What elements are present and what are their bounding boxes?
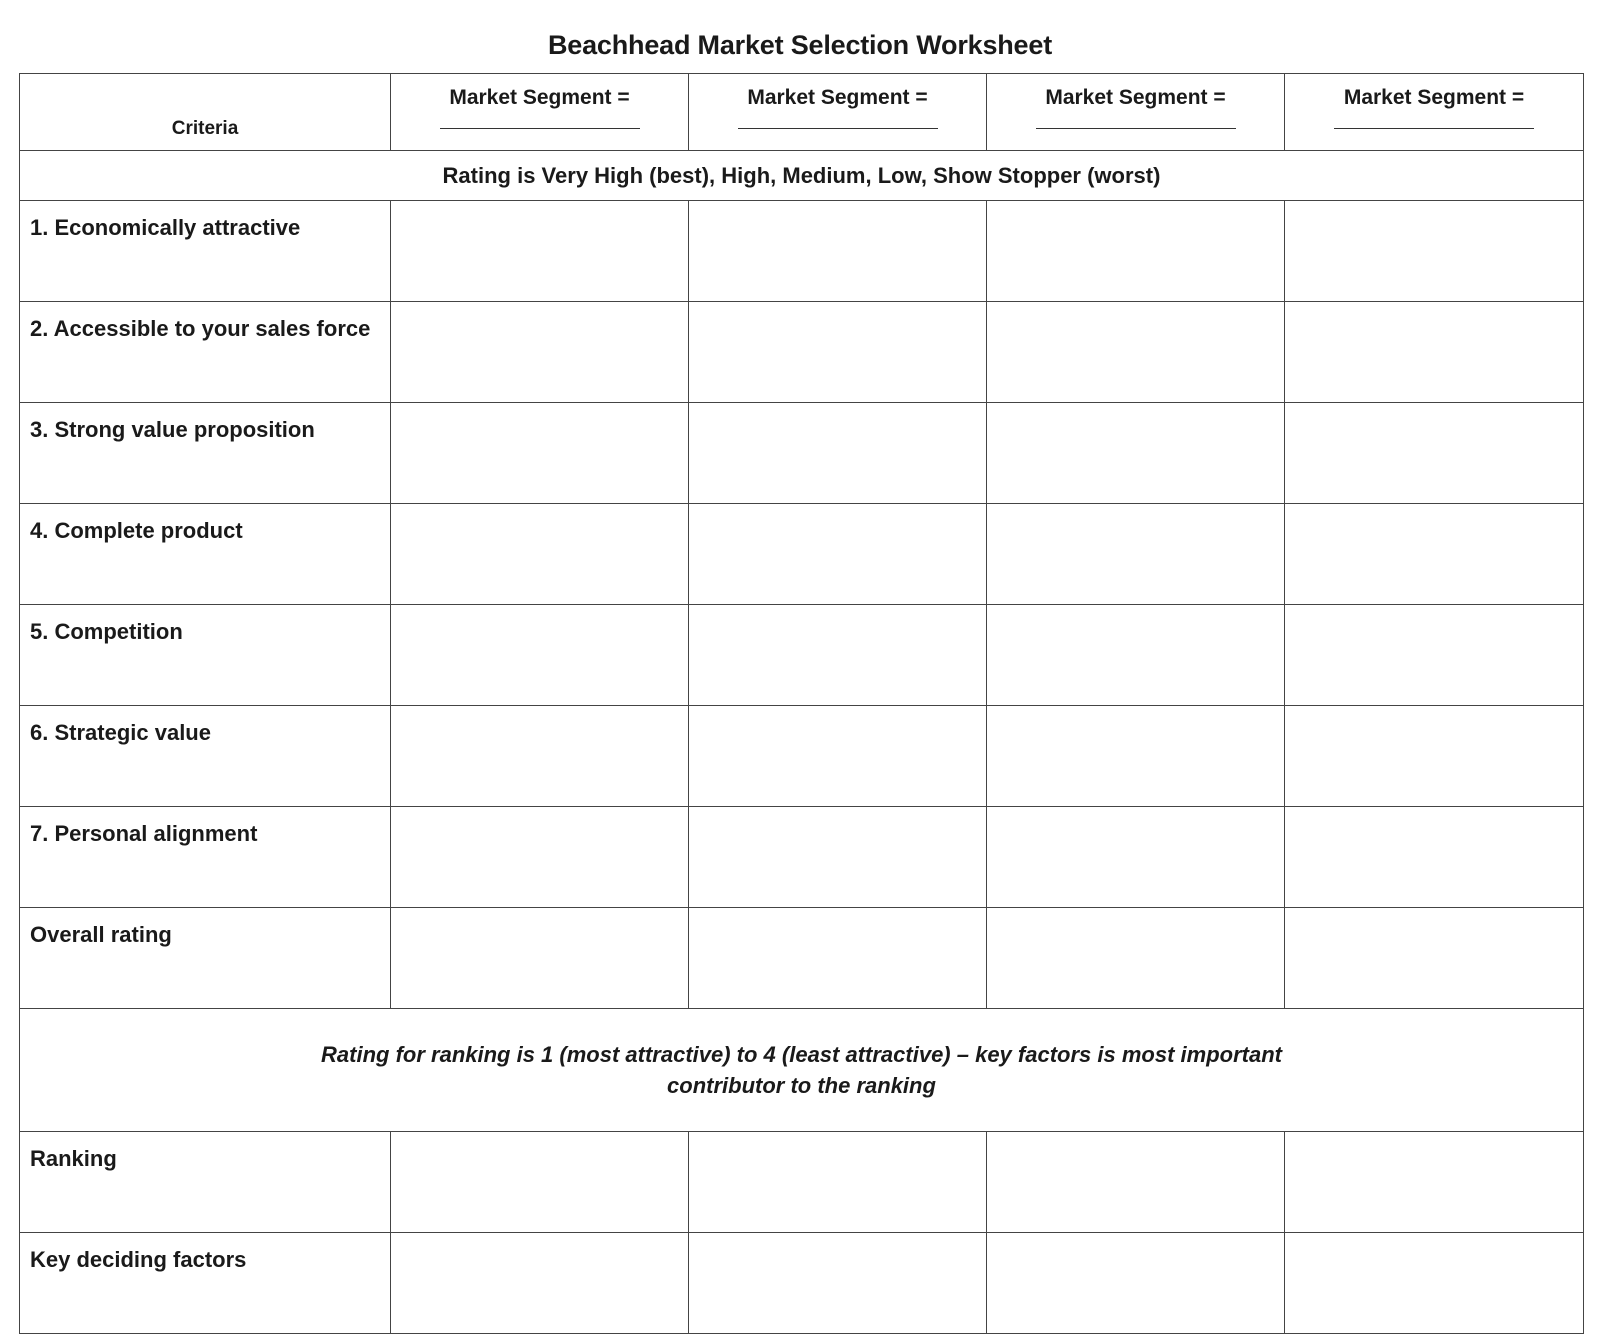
- ranking-note-line: contributor to the ranking: [667, 1073, 936, 1098]
- key-factors-label: Key deciding factors: [20, 1233, 391, 1334]
- rating-cell[interactable]: [987, 302, 1285, 403]
- rating-scale-row: [20, 151, 1584, 201]
- criteria-label: 6. Strategic value: [20, 706, 391, 807]
- criteria-label: 7. Personal alignment: [20, 807, 391, 908]
- rating-cell[interactable]: [987, 605, 1285, 706]
- segment-header-cell[interactable]: [689, 74, 987, 151]
- segment-header-label: Market Segment =: [1045, 86, 1226, 109]
- rating-cell[interactable]: [987, 908, 1285, 1009]
- selection-worksheet-table: [19, 73, 1584, 1334]
- criteria-row: [20, 706, 1584, 807]
- rating-cell[interactable]: [1285, 302, 1584, 403]
- rating-cell[interactable]: [1285, 403, 1584, 504]
- rating-cell[interactable]: [689, 302, 987, 403]
- criteria-header-cell: [20, 74, 391, 151]
- rating-cell[interactable]: [1285, 908, 1584, 1009]
- rating-cell[interactable]: [391, 504, 689, 605]
- rating-cell[interactable]: [987, 706, 1285, 807]
- ranking-cell[interactable]: [391, 1132, 689, 1233]
- criteria-label: 3. Strong value proposition: [20, 403, 391, 504]
- criteria-row: [20, 504, 1584, 605]
- segment-name-blank[interactable]: [1036, 118, 1236, 129]
- rating-cell[interactable]: [689, 605, 987, 706]
- page-title: Beachhead Market Selection Worksheet: [548, 30, 1052, 60]
- criteria-row: [20, 807, 1584, 908]
- rating-cell[interactable]: [689, 403, 987, 504]
- rating-cell[interactable]: [391, 403, 689, 504]
- key-factors-cell[interactable]: [987, 1233, 1285, 1334]
- rating-cell[interactable]: [1285, 504, 1584, 605]
- rating-cell[interactable]: [391, 807, 689, 908]
- criteria-label: 1. Economically attractive: [20, 201, 391, 302]
- criteria-label: 4. Complete product: [20, 504, 391, 605]
- segment-header-label: Market Segment =: [1343, 86, 1525, 109]
- criteria-row: [20, 201, 1584, 302]
- rating-cell[interactable]: [987, 504, 1285, 605]
- rating-scale-note: Rating is Very High (best), High, Medium, Low, Show Stopper (worst): [20, 151, 1584, 201]
- rating-cell[interactable]: [391, 605, 689, 706]
- rating-cell[interactable]: [1285, 605, 1584, 706]
- ranking-scale-note: [20, 1009, 1584, 1132]
- ranking-scale-row: [20, 1009, 1584, 1132]
- rating-cell[interactable]: [391, 201, 689, 302]
- criteria-label: 5. Competition: [20, 605, 391, 706]
- ranking-label: Ranking: [20, 1132, 391, 1233]
- segment-header-cell[interactable]: [1285, 74, 1584, 151]
- rating-cell[interactable]: [987, 201, 1285, 302]
- rating-cell[interactable]: [689, 504, 987, 605]
- ranking-cell[interactable]: [987, 1132, 1285, 1233]
- segment-header-label: Market Segment =: [449, 86, 630, 109]
- ranking-row: [20, 1132, 1584, 1233]
- rating-cell[interactable]: [1285, 706, 1584, 807]
- segment-name-blank[interactable]: [440, 118, 640, 129]
- rating-cell[interactable]: [391, 908, 689, 1009]
- segment-header-cell[interactable]: [391, 74, 689, 151]
- rating-cell[interactable]: [987, 403, 1285, 504]
- ranking-cell[interactable]: [1285, 1132, 1584, 1233]
- overall-rating-row: [20, 908, 1584, 1009]
- header-row: [20, 74, 1584, 151]
- key-factors-cell[interactable]: [391, 1233, 689, 1334]
- ranking-note-line: Rating for ranking is 1 (most attractive) to 4 (least attractive) – key factors is most important: [321, 1042, 1282, 1067]
- key-factors-row: [20, 1233, 1584, 1334]
- key-factors-cell[interactable]: [1285, 1233, 1584, 1334]
- rating-cell[interactable]: [391, 302, 689, 403]
- rating-cell[interactable]: [689, 807, 987, 908]
- segment-header-cell[interactable]: [987, 74, 1285, 151]
- criteria-row: [20, 605, 1584, 706]
- criteria-row: [20, 302, 1584, 403]
- rating-cell[interactable]: [391, 706, 689, 807]
- rating-cell[interactable]: [1285, 807, 1584, 908]
- segment-header-label: Market Segment =: [747, 86, 928, 109]
- rating-cell[interactable]: [689, 706, 987, 807]
- criteria-header: Criteria: [171, 118, 239, 139]
- overall-rating-label: Overall rating: [20, 908, 391, 1009]
- segment-name-blank[interactable]: [1334, 118, 1534, 129]
- rating-cell[interactable]: [689, 908, 987, 1009]
- criteria-row: [20, 403, 1584, 504]
- rating-cell[interactable]: [689, 201, 987, 302]
- ranking-cell[interactable]: [689, 1132, 987, 1233]
- key-factors-cell[interactable]: [689, 1233, 987, 1334]
- rating-cell[interactable]: [1285, 201, 1584, 302]
- criteria-label: 2. Accessible to your sales force: [20, 302, 391, 403]
- rating-cell[interactable]: [987, 807, 1285, 908]
- segment-name-blank[interactable]: [738, 118, 938, 129]
